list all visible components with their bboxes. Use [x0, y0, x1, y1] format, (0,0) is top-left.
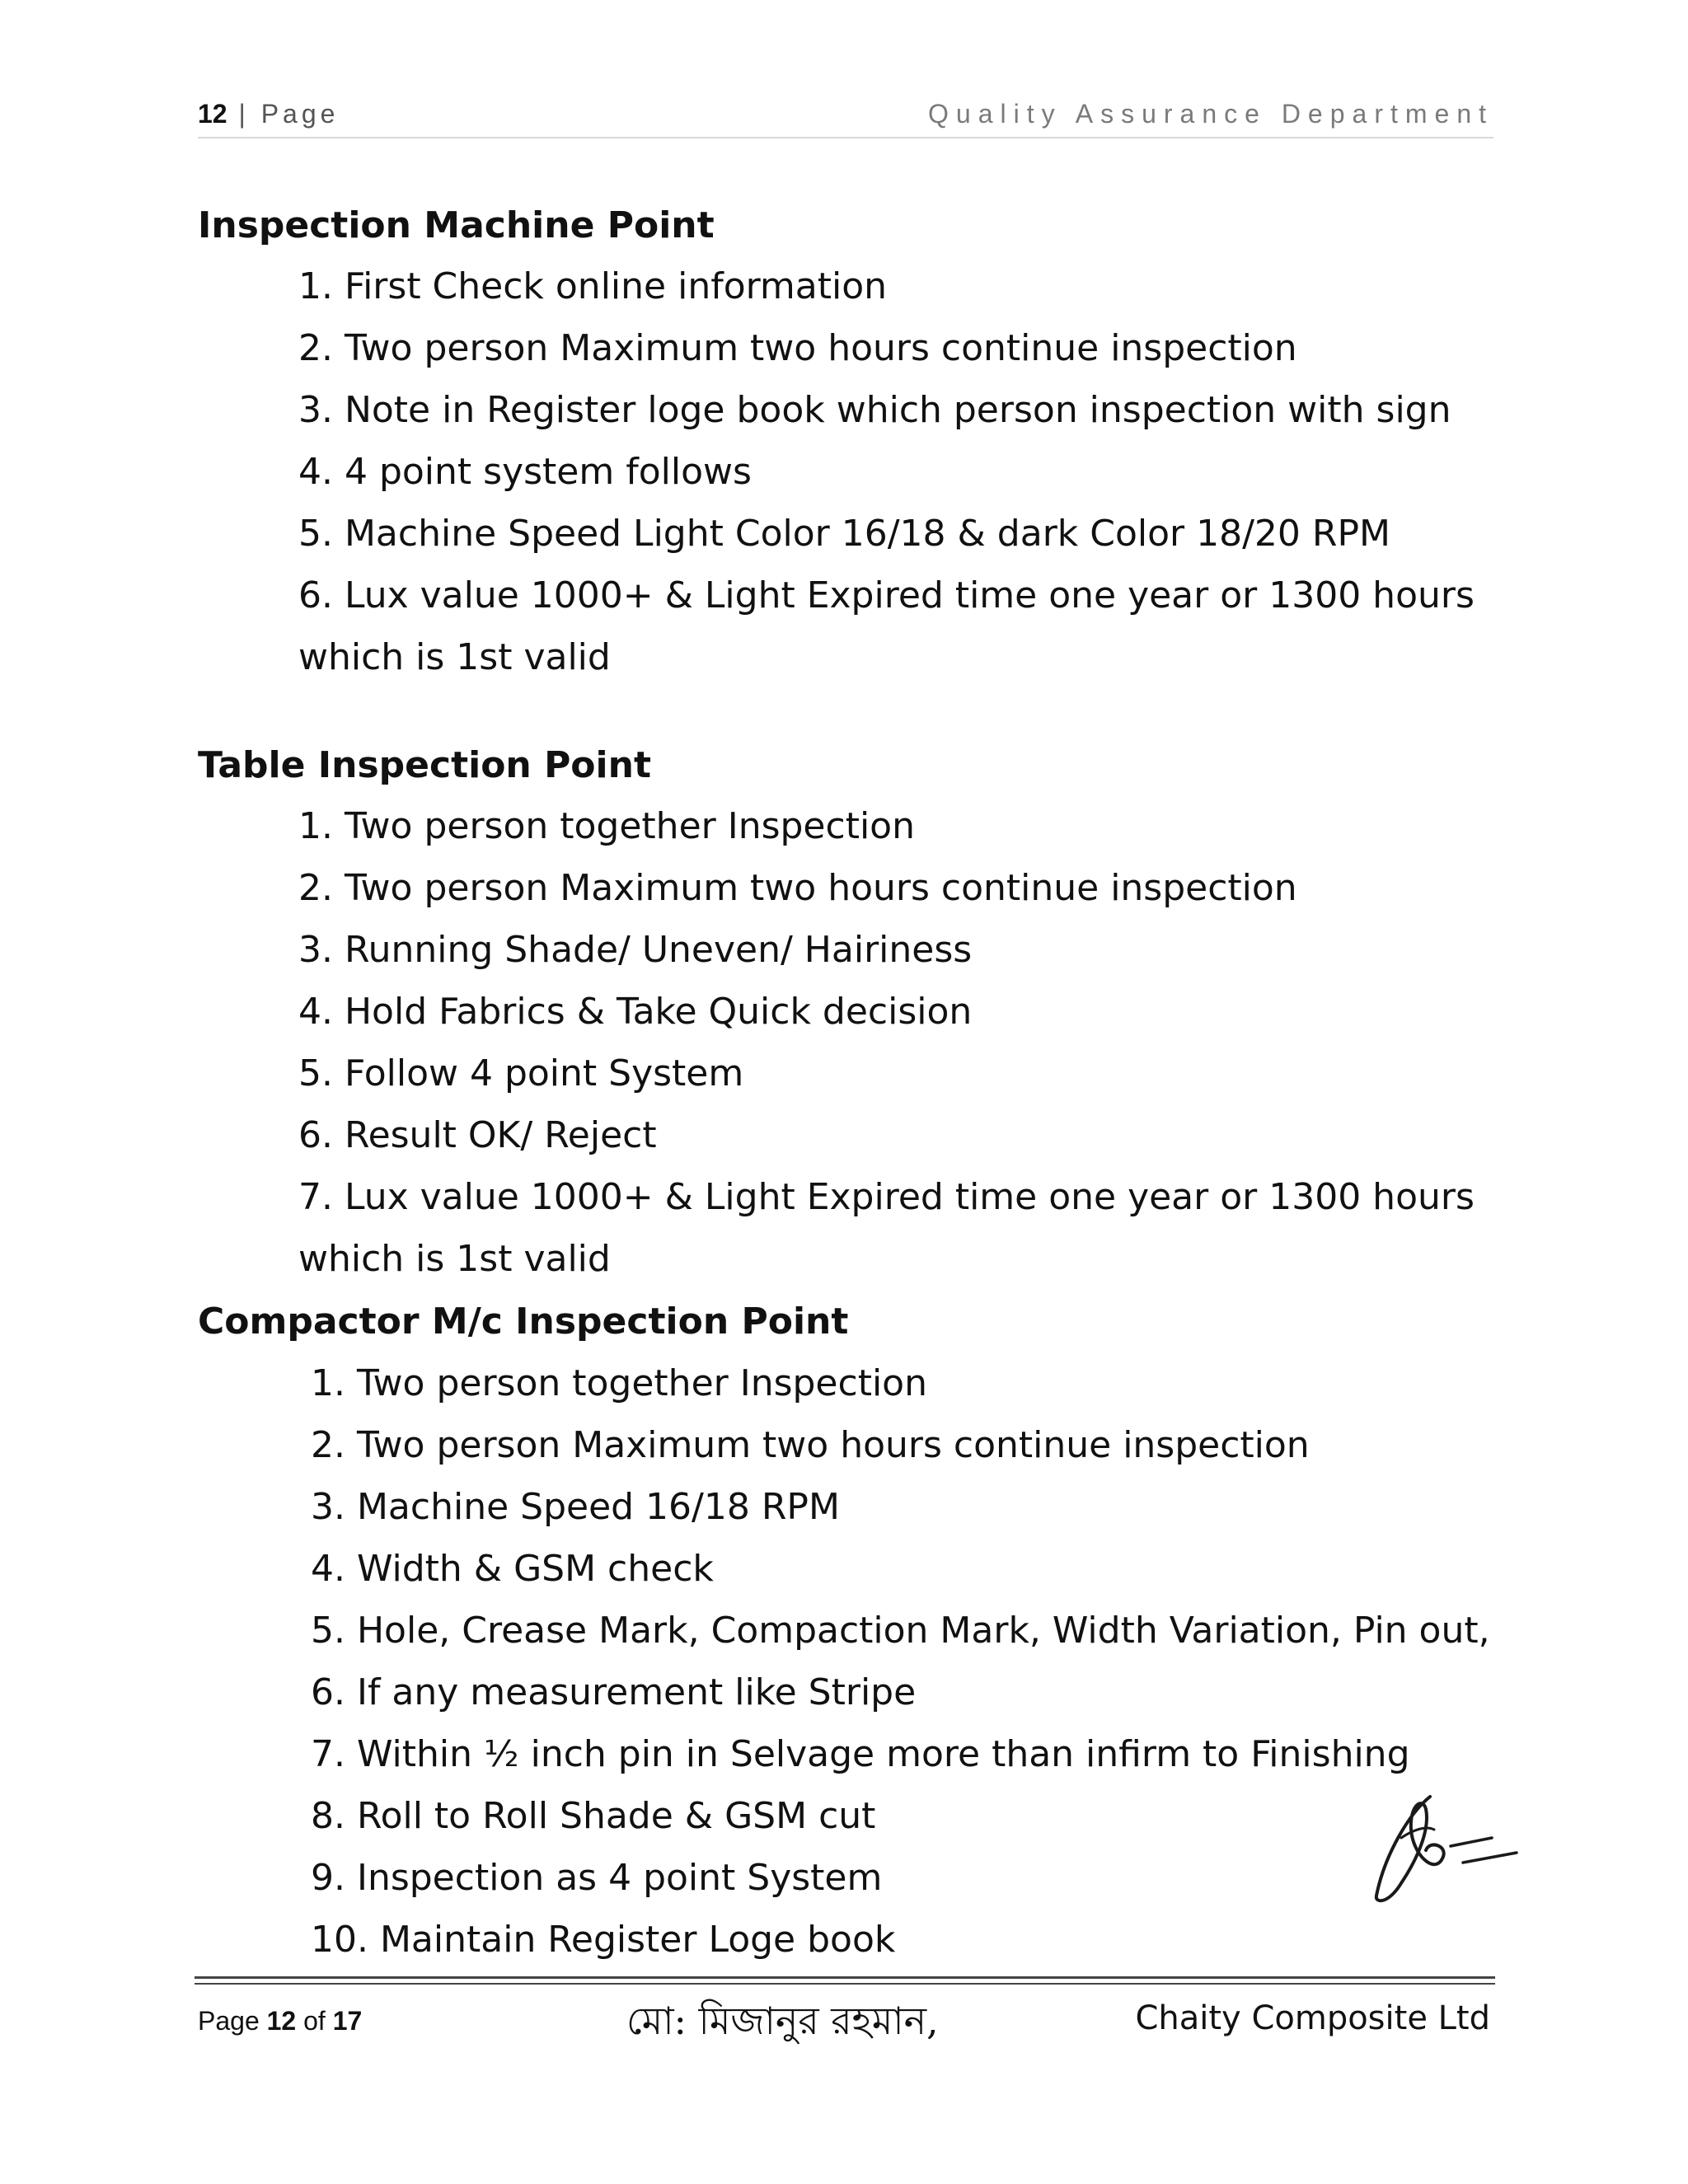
footer-signature-name: মো: মিজানুর রহমান,: [626, 1999, 939, 2043]
header-department: Quality Assurance Department: [928, 99, 1493, 129]
list-item: 1. Two person together Inspection: [298, 805, 915, 847]
list-item: 5. Machine Speed Light Color 16/18 & dark Color 18/20 RPM: [298, 513, 1390, 555]
list-item: 3. Note in Register loge book which person inspection with sign: [298, 389, 1451, 431]
footer-divider: [195, 1983, 1495, 1985]
page-header: [198, 99, 1493, 138]
list-item: 4. 4 point system follows: [298, 451, 752, 493]
list-item: 3. Machine Speed 16/18 RPM: [311, 1486, 840, 1528]
list-item: 5. Hole, Crease Mark, Compaction Mark, Width Variation, Pin out,: [311, 1610, 1490, 1652]
footer-company: Chaity Composite Ltd: [1135, 1999, 1490, 2037]
list-item: 8. Roll to Roll Shade & GSM cut: [311, 1795, 876, 1837]
list-item: 1. Two person together Inspection: [311, 1362, 927, 1404]
list-item: 7. Within ½ inch pin in Selvage more than infirm to Finishing: [311, 1733, 1410, 1775]
section-title-compactor: Compactor M/c Inspection Point: [198, 1301, 849, 1343]
list-item: 1. First Check online information: [298, 265, 888, 307]
list-item: 9. Inspection as 4 point System: [311, 1857, 883, 1899]
list-item: 4. Hold Fabrics & Take Quick decision: [298, 991, 973, 1033]
list-item: 4. Width & GSM check: [311, 1548, 714, 1590]
list-item: 3. Running Shade/ Uneven/ Hairiness: [298, 929, 973, 971]
footer-page-current: 12: [266, 2006, 297, 2036]
footer-page-label: Page: [198, 2006, 260, 2036]
list-item: 6. If any measurement like Stripe: [311, 1671, 917, 1713]
handwritten-signature: [1352, 1780, 1533, 1920]
list-item: 2. Two person Maximum two hours continue inspection: [298, 327, 1297, 369]
footer-of-label: of: [303, 2006, 326, 2036]
footer-divider: [195, 1976, 1495, 1979]
footer-page-total: 17: [332, 2006, 363, 2036]
section-title-table-inspection: Table Inspection Point: [198, 744, 651, 786]
list-item: 6. Lux value 1000+ & Light Expired time one year or 1300 hours: [298, 574, 1475, 616]
section-title-inspection-machine: Inspection Machine Point: [198, 204, 715, 246]
list-item: 2. Two person Maximum two hours continue inspection: [298, 867, 1297, 909]
list-item: 6. Result OK/ Reject: [298, 1114, 657, 1156]
list-item-continuation: which is 1st valid: [298, 636, 611, 678]
list-item: 7. Lux value 1000+ & Light Expired time one year or 1300 hours: [298, 1176, 1475, 1218]
footer-page-count: [198, 2006, 362, 2036]
header-page-indicator: 12 | Page: [198, 99, 340, 129]
list-item: 10. Maintain Register Loge book: [311, 1919, 896, 1961]
list-item: 5. Follow 4 point System: [298, 1052, 744, 1094]
list-item-continuation: which is 1st valid: [298, 1238, 611, 1280]
list-item: 2. Two person Maximum two hours continue inspection: [311, 1424, 1310, 1466]
header-page-word: Page: [260, 99, 340, 129]
header-page-number: 12: [198, 99, 227, 129]
